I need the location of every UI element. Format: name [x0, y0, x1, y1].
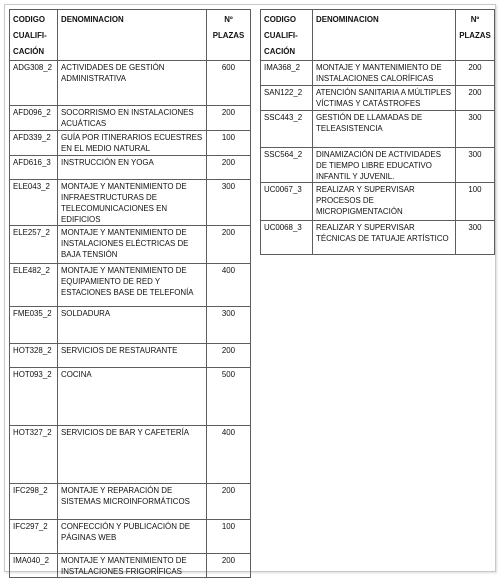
qualification-code: AFD339_2	[10, 131, 58, 156]
qualification-name: MONTAJE Y MANTENIMIENTO DE INSTALACIONES CALORÍFICAS	[313, 61, 456, 86]
table-row	[10, 344, 251, 368]
qualification-code: FME035_2	[10, 307, 58, 344]
seats-count: 600	[207, 61, 251, 106]
qualification-code: SSC443_2	[261, 111, 313, 148]
qualification-name: MONTAJE Y REPARACIÓN DE SISTEMAS MICROINFORMÁTICOS	[58, 484, 207, 520]
qualification-name: MONTAJE Y MANTENIMIENTO DE INSTALACIONES ELÉCTRICAS DE BAJA TENSIÓN	[58, 226, 207, 264]
table-row	[261, 111, 495, 148]
table-row	[10, 368, 251, 426]
qualification-code: AFD096_2	[10, 106, 58, 131]
table-row	[10, 554, 251, 578]
seats-count: 200	[207, 484, 251, 520]
qualification-name: ATENCIÓN SANITARIA A MÚLTIPLES VÍCTIMAS Y CATÁSTROFES	[313, 86, 456, 111]
table-row	[261, 148, 495, 183]
header-code: CODIGO CUALIFI-CACIÓN	[261, 10, 313, 61]
qualification-code: IFC298_2	[10, 484, 58, 520]
header-seats: Nº PLAZAS	[456, 10, 495, 61]
table-row	[10, 156, 251, 180]
qualification-code: IFC297_2	[10, 520, 58, 554]
seats-count: 300	[207, 307, 251, 344]
qualification-name: CONFECCIÓN Y PUBLICACIÓN DE PÁGINAS WEB	[58, 520, 207, 554]
qualification-name: MONTAJE Y MANTENIMIENTO DE INFRAESTRUCTURAS DE TELECOMUNICACIONES EN EDIFICIOS	[58, 180, 207, 226]
table-row	[10, 520, 251, 554]
qualification-code: IMA368_2	[261, 61, 313, 86]
qualification-name: SOCORRISMO EN INSTALACIONES ACUÁTICAS	[58, 106, 207, 131]
seats-count: 300	[207, 180, 251, 226]
qualification-code: SAN122_2	[261, 86, 313, 111]
qualification-name: MONTAJE Y MANTENIMIENTO DE INSTALACIONES FRIGORÍFICAS	[58, 554, 207, 578]
table-row	[10, 264, 251, 307]
document-page	[4, 4, 496, 576]
qualification-code: HOT093_2	[10, 368, 58, 426]
table-row	[10, 484, 251, 520]
seats-count: 400	[207, 426, 251, 484]
qualification-code: AFD616_3	[10, 156, 58, 180]
qualification-code: ADG308_2	[10, 61, 58, 106]
seats-count: 200	[207, 226, 251, 264]
qualifications-table-left	[9, 9, 251, 578]
qualifications-table-right	[260, 9, 495, 255]
qualification-code: ELE257_2	[10, 226, 58, 264]
table-header-row	[10, 10, 251, 61]
qualification-name: REALIZAR Y SUPERVISAR PROCESOS DE MICROPIGMENTACIÓN	[313, 183, 456, 221]
qualification-name: SERVICIOS DE BAR Y CAFETERÍA	[58, 426, 207, 484]
qualification-name: SERVICIOS DE RESTAURANTE	[58, 344, 207, 368]
qualification-code: IMA040_2	[10, 554, 58, 578]
table-row	[10, 180, 251, 226]
table-row	[10, 426, 251, 484]
seats-count: 300	[456, 111, 495, 148]
seats-count: 100	[207, 131, 251, 156]
header-code: CODIGO CUALIFI-CACIÓN	[10, 10, 58, 61]
table-row	[10, 106, 251, 131]
qualification-name: SOLDADURA	[58, 307, 207, 344]
header-seats: Nº PLAZAS	[207, 10, 251, 61]
table-row	[10, 131, 251, 156]
seats-count: 400	[207, 264, 251, 307]
seats-count: 500	[207, 368, 251, 426]
qualification-name: INSTRUCCIÓN EN YOGA	[58, 156, 207, 180]
qualification-code: HOT328_2	[10, 344, 58, 368]
qualification-code: ELE482_2	[10, 264, 58, 307]
seats-count: 200	[207, 106, 251, 131]
qualification-code: UC0067_3	[261, 183, 313, 221]
qualification-name: ACTIVIDADES DE GESTIÓN ADMINISTRATIVA	[58, 61, 207, 106]
qualification-name: COCINA	[58, 368, 207, 426]
table-row	[10, 61, 251, 106]
qualification-name: GUÍA POR ITINERARIOS ECUESTRES EN EL MEDIO NATURAL	[58, 131, 207, 156]
seats-count: 300	[456, 221, 495, 255]
qualification-name: REALIZAR Y SUPERVISAR TÉCNICAS DE TATUAJE ARTÍSTICO	[313, 221, 456, 255]
table-row	[10, 307, 251, 344]
seats-count: 100	[207, 520, 251, 554]
table-header-row	[261, 10, 495, 61]
seats-count: 300	[456, 148, 495, 183]
header-name: DENOMINACION	[58, 10, 207, 61]
qualification-code: HOT327_2	[10, 426, 58, 484]
qualification-name: MONTAJE Y MANTENIMIENTO DE EQUIPAMIENTO DE RED Y ESTACIONES BASE DE TELEFONÍA	[58, 264, 207, 307]
qualification-code: UC0068_3	[261, 221, 313, 255]
qualification-code: SSC564_2	[261, 148, 313, 183]
header-name: DENOMINACION	[313, 10, 456, 61]
qualification-code: ELE043_2	[10, 180, 58, 226]
table-row	[261, 61, 495, 86]
seats-count: 200	[207, 344, 251, 368]
table-row	[261, 221, 495, 255]
seats-count: 200	[207, 554, 251, 578]
seats-count: 200	[456, 61, 495, 86]
seats-count: 100	[456, 183, 495, 221]
qualification-name: GESTIÓN DE LLAMADAS DE TELEASISTENCIA	[313, 111, 456, 148]
table-row	[10, 226, 251, 264]
qualification-name: DINAMIZACIÓN DE ACTIVIDADES DE TIEMPO LIBRE EDUCATIVO INFANTIL Y JUVENIL.	[313, 148, 456, 183]
table-row	[261, 183, 495, 221]
seats-count: 200	[207, 156, 251, 180]
table-row	[261, 86, 495, 111]
seats-count: 200	[456, 86, 495, 111]
